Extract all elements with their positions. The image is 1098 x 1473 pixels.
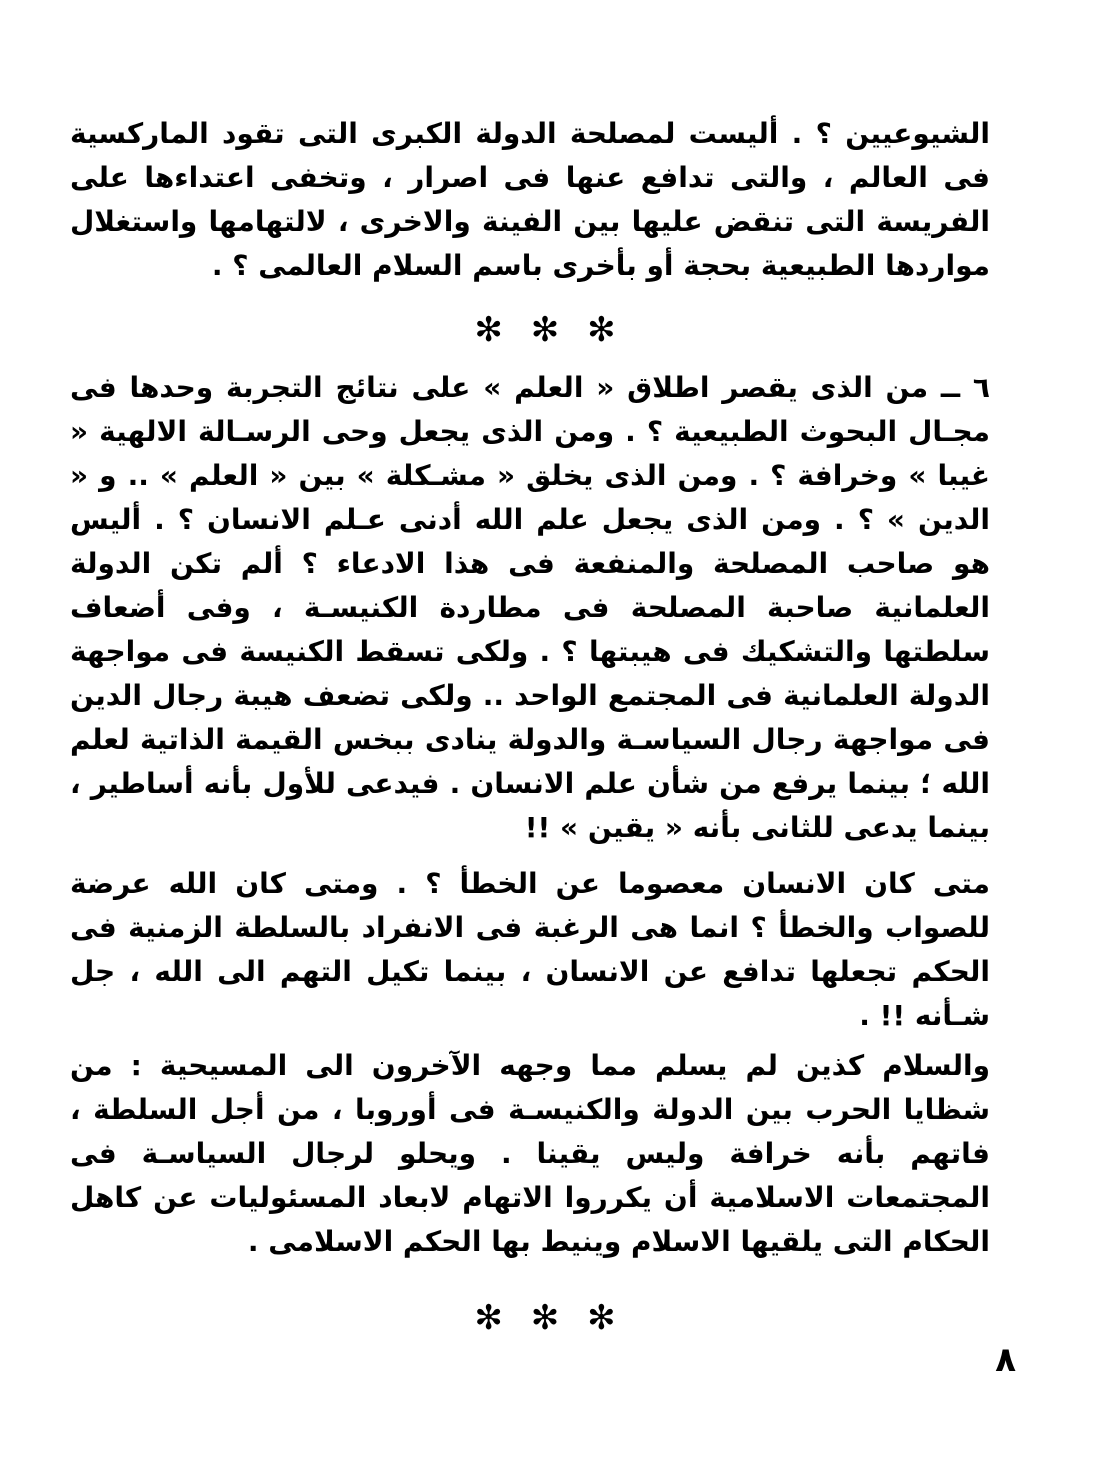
paragraph-3: متى كان الانسان معصوما عن الخطأ ؟ . ومتى كان الله عرضة للصواب والخطأ ؟ انما هى الرغبة فى الانفراد بالسلطة الزمنية فى الحكم تجعلها تدافع عن الانسان ، بينما تكيل التهم الى الله ، جل شـأنه !! . bbox=[70, 867, 990, 1032]
paragraph-2: ٦ ــ من الذى يقصر اطلاق « العلم » على نتائج التجربة وحدها فى مجـال البحوث الطبيعية ؟ . ومن الذى يجعل وحى الرسـالة الالهية « غيبا » وخرافة ؟ . ومن الذى يخلق « مشـكلة » بين « العلم » .. و « الدين » ؟ . ومن الذى يجعل علم الله أدنى عـلم الانسان ؟ . أليس هو صاحب المصلحة والمنفعة فى هذا الادعاء ؟ ألم تكن الدولة العلمانية صاحبة المصلحة فى مطاردة الكنيسـة ، وفى أضعاف سلطتها والتشكيك فى هيبتها ؟ . ولكى تسقط الكنيسة فى مواجهة الدولة العلمانية فى المجتمع الواحد .. ولكى تضعف هيبة رجال الدين فى مواجهة رجال السياسـة والدولة ينادى ببخس القيمة الذاتية لعلم الله ؛ بينما يرفع من شأن علم الانسان . فيدعى للأول بأنه أساطير ، بينما يدعى للثانى بأنه « يقين » !! bbox=[70, 371, 990, 844]
paragraph-1: الشيوعيين ؟ . أليست لمصلحة الدولة الكبرى التى تقود الماركسية فى العالم ، والتى تدافع عنها فى اصرار ، وتخفى اعتداءها على الفريسة التى تنقض عليها بين الفينة والاخرى ، لالتهامها واستغلال مواردها الطبيعية بحجة أو بأخرى باسم السلام العالمى ؟ . bbox=[70, 117, 990, 282]
section-divider-1: ✻ ✻ ✻ bbox=[474, 310, 624, 350]
paragraph-4: والسلام كذين لم يسلم مما وجهه الآخرون الى المسيحية : من شظايا الحرب بين الدولة والكنيسـة فى أوروبا ، من أجل السلطة ، فاتهم بأنه خرافة وليس يقينا . ويحلو لرجال السياسـة فى المجتمعات الاسلامية أن يكرروا الاتهام لابعاد المسئوليات عن كاهل الحكام التى يلقيها الاسلام وينيط بها الحكم الاسلامى . bbox=[70, 1049, 990, 1258]
page-number: ٨ bbox=[995, 1340, 1016, 1380]
section-divider-2: ✻ ✻ ✻ bbox=[474, 1298, 624, 1338]
